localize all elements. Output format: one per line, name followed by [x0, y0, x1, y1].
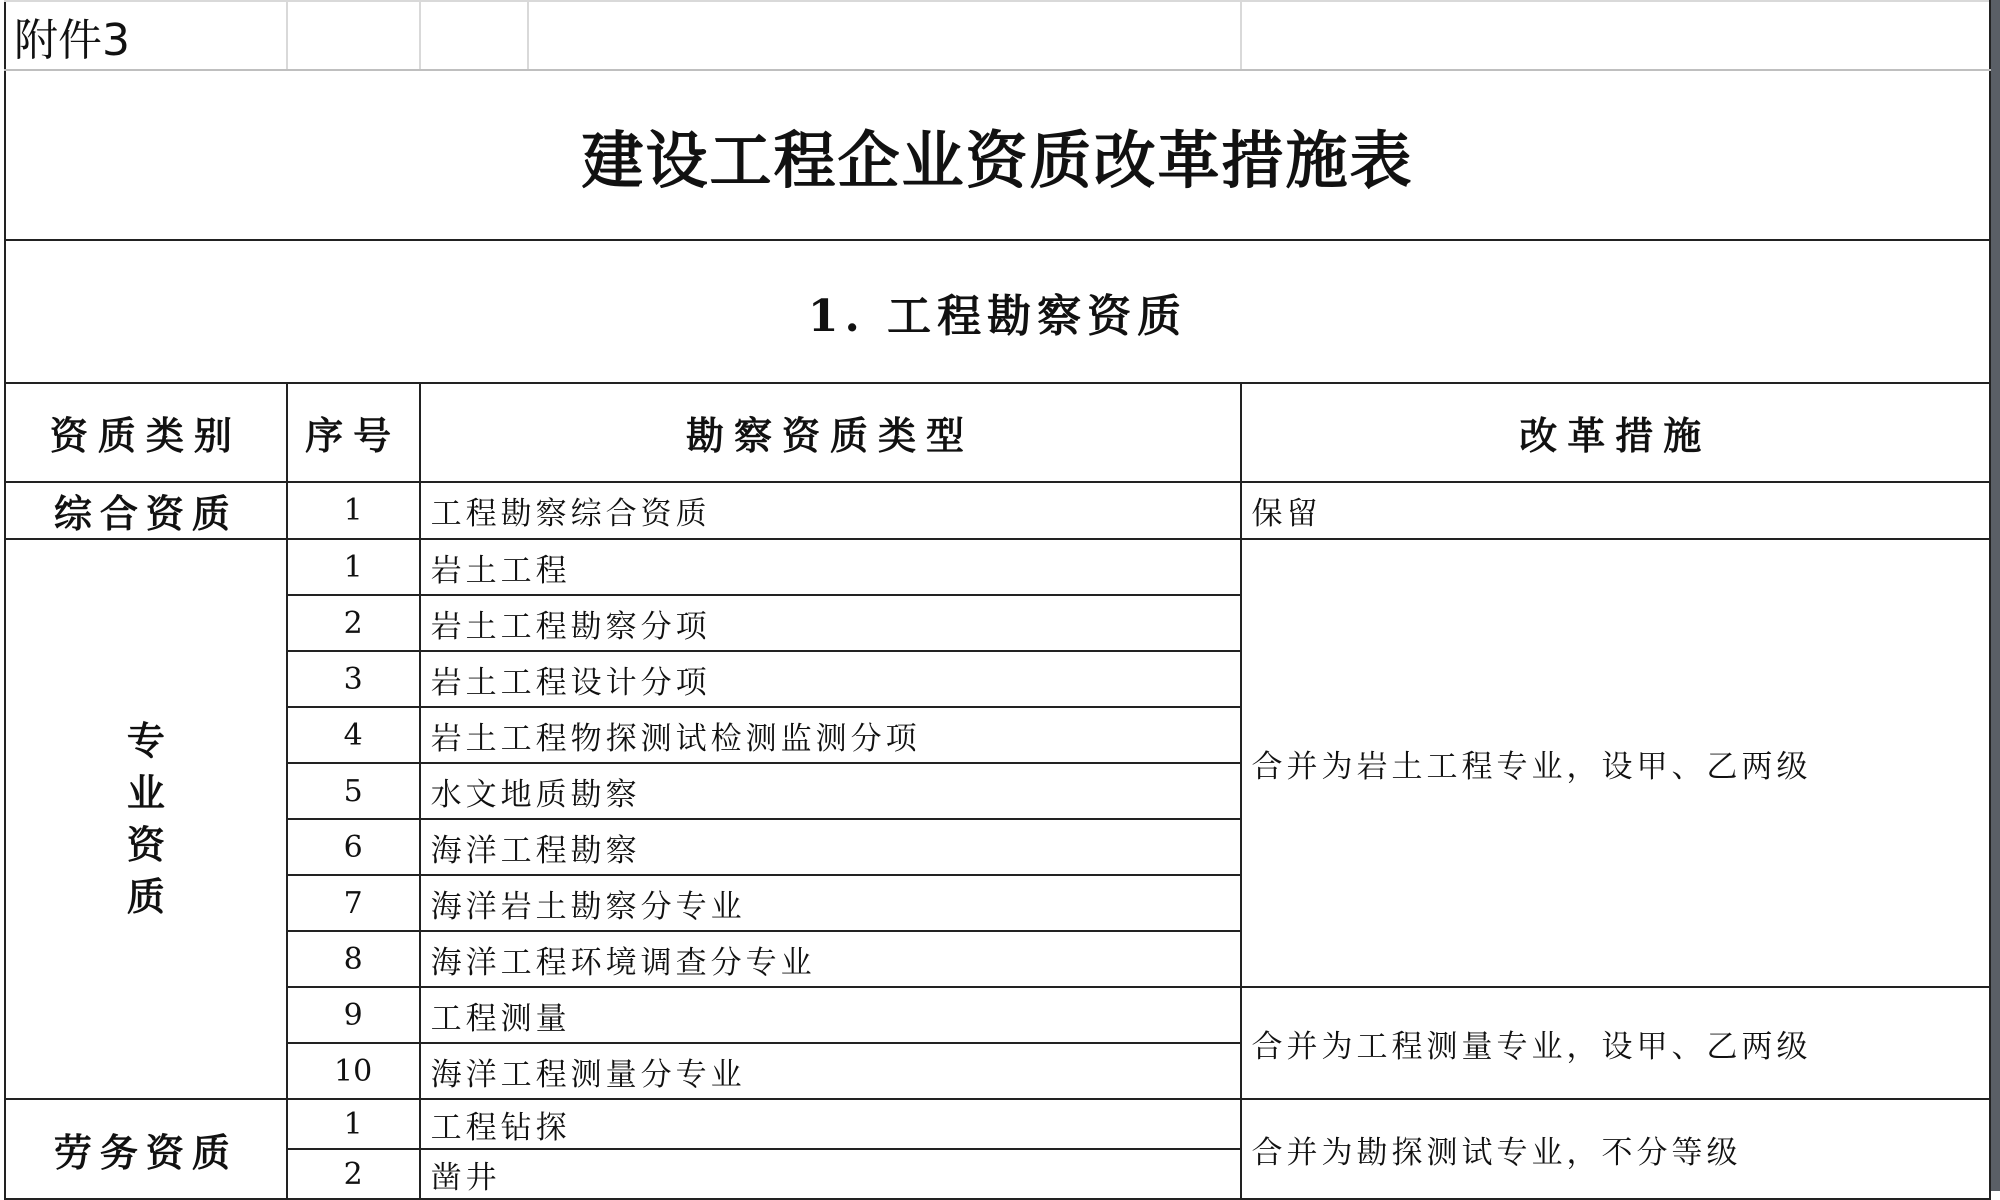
empty-cell[interactable]	[528, 1, 1240, 70]
row-number[interactable]: 4	[287, 707, 420, 763]
column-header-category[interactable]: 资质类别	[5, 383, 287, 482]
row-number[interactable]: 6	[287, 819, 420, 875]
row-number[interactable]: 3	[287, 651, 420, 707]
row-number[interactable]: 9	[287, 987, 420, 1043]
qualification-type[interactable]: 岩土工程物探测试检测监测分项	[420, 707, 1241, 763]
row-number[interactable]: 1	[287, 1099, 420, 1149]
qualification-type[interactable]: 岩土工程勘察分项	[420, 595, 1241, 651]
qualification-type[interactable]: 工程钻探	[420, 1099, 1241, 1149]
reform-measure[interactable]: 合并为勘探测试专业，不分等级	[1241, 1099, 1990, 1199]
empty-cell[interactable]	[287, 1, 420, 70]
section-title[interactable]: 1. 工程勘察资质	[5, 240, 1990, 383]
row-number[interactable]: 5	[287, 763, 420, 819]
qualification-type[interactable]: 工程勘察综合资质	[420, 482, 1241, 539]
qualification-type[interactable]: 岩土工程	[420, 539, 1241, 595]
row-number[interactable]: 1	[287, 482, 420, 539]
reform-measure[interactable]: 保留	[1241, 482, 1990, 539]
category-labor[interactable]: 劳务资质	[5, 1099, 287, 1199]
row-number[interactable]: 2	[287, 595, 420, 651]
qualification-type[interactable]: 水文地质勘察	[420, 763, 1241, 819]
qualification-type[interactable]: 工程测量	[420, 987, 1241, 1043]
qualification-type[interactable]: 凿井	[420, 1149, 1241, 1199]
qualification-type[interactable]: 海洋岩土勘察分专业	[420, 875, 1241, 931]
column-header-type[interactable]: 勘察资质类型	[420, 383, 1241, 482]
reform-measure[interactable]: 合并为工程测量专业，设甲、乙两级	[1241, 987, 1990, 1099]
row-number[interactable]: 8	[287, 931, 420, 987]
page-title[interactable]: 建设工程企业资质改革措施表	[5, 70, 1990, 240]
qualification-type[interactable]: 海洋工程环境调查分专业	[420, 931, 1241, 987]
column-header-measure[interactable]: 改革措施	[1241, 383, 1990, 482]
column-header-number[interactable]: 序号	[287, 383, 420, 482]
row-number[interactable]: 2	[287, 1149, 420, 1199]
qualification-type[interactable]: 海洋工程勘察	[420, 819, 1241, 875]
category-comprehensive[interactable]: 综合资质	[5, 482, 287, 539]
row-number[interactable]: 7	[287, 875, 420, 931]
qualification-type[interactable]: 海洋工程测量分专业	[420, 1043, 1241, 1099]
qualification-type[interactable]: 岩土工程设计分项	[420, 651, 1241, 707]
category-professional-label: 专业资质	[126, 718, 165, 919]
reform-measures-table	[4, 0, 1991, 1200]
category-professional[interactable]	[5, 539, 287, 1099]
reform-measure[interactable]: 合并为岩土工程专业，设甲、乙两级	[1241, 539, 1990, 987]
attachment-label[interactable]: 附件3	[5, 1, 287, 70]
row-number[interactable]: 1	[287, 539, 420, 595]
empty-cell[interactable]	[1241, 1, 1990, 70]
empty-cell[interactable]	[420, 1, 529, 70]
window-edge	[1991, 0, 2000, 1191]
row-number[interactable]: 10	[287, 1043, 420, 1099]
spreadsheet-view	[4, 0, 1991, 1196]
